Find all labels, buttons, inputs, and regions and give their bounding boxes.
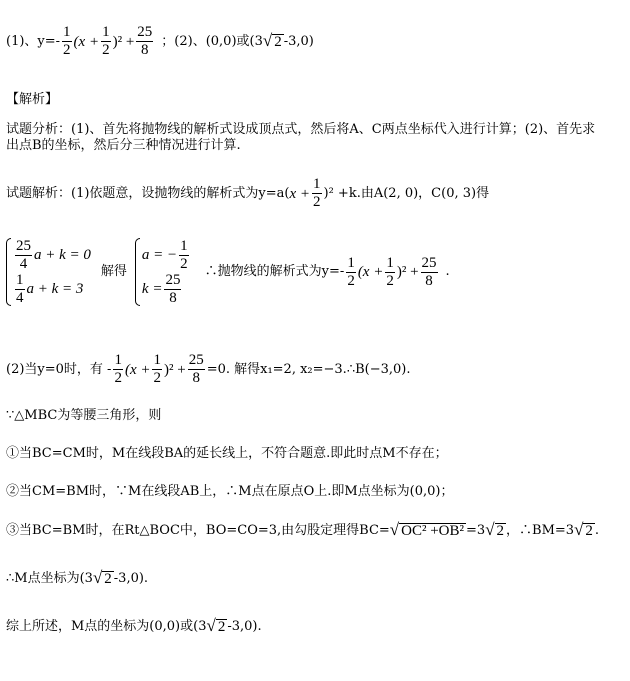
- triangle-line: ∵△MBC为等腰三角形，则: [6, 408, 162, 423]
- fraction: $\frac{1}{2}$: [347, 254, 355, 289]
- intro-text-2: )² +k.由A(2, 0)，C(0, 3)得: [323, 185, 490, 201]
- expr-text: (x +: [357, 264, 384, 280]
- fraction: $\frac{1}{2}$: [114, 352, 122, 386]
- case3-text-2: =3: [466, 522, 486, 538]
- fraction: $\frac{1}{2}$: [180, 237, 188, 272]
- fraction: $\frac{1}{2}$: [386, 254, 394, 289]
- sqrt-expr: √ 2: [262, 31, 282, 50]
- part2-line: [6, 352, 411, 387]
- expr-text: (x +: [73, 33, 100, 50]
- therefore-text: ∴抛物线的解析式为y=-: [204, 264, 345, 279]
- fraction: $\frac{1}{2}$: [153, 352, 161, 386]
- solution-intro: [6, 176, 489, 211]
- answer-line: [6, 24, 314, 59]
- part2-text: (2)当y=0时，有 -: [6, 361, 112, 377]
- period: .: [445, 264, 450, 279]
- equation: a + k = 3: [26, 281, 84, 297]
- fraction: $\frac{1}{2}$: [102, 24, 110, 58]
- answer-part1: (1)、y=-: [6, 33, 61, 49]
- fraction: $\frac{25}{8}$: [421, 254, 437, 289]
- summary-text-2: -3,0).: [227, 618, 262, 634]
- case-2: ②当CM=BM时，∵M在线段AB上，∴M点在原点O上.即M点坐标为(0,0)；: [6, 484, 454, 499]
- fraction: $\frac{25}{8}$: [137, 24, 153, 58]
- expr-text: )² +: [112, 33, 135, 50]
- case-3: [6, 522, 599, 539]
- fraction: $\frac{1}{2}$: [63, 24, 71, 58]
- analysis-line-1: 试题分析：(1)、首先将抛物线的解析式设成顶点式，然后将A、C两点坐标代入进行计算；(2)、首先求: [6, 122, 596, 137]
- equation-systems-line: [6, 238, 450, 306]
- sqrt-expr: √ 2: [92, 568, 112, 587]
- answer-part2: ；(2)、(0,0)或(3: [161, 33, 263, 49]
- intro-text: 试题解析：(1)依题意，设抛物线的解析式为y=a(: [6, 185, 290, 201]
- sqrt-expr: √ 2: [206, 616, 226, 635]
- sqrt-expr: √ OC² +OB²: [389, 520, 465, 539]
- equation-system-2: [135, 238, 191, 306]
- answer-part3: -3,0): [283, 33, 314, 49]
- expr-text: )² +: [163, 361, 186, 378]
- case3-text-4: .: [594, 522, 600, 538]
- fraction: $\frac{25}{8}$: [165, 271, 181, 306]
- fraction: $\frac{1}{4}$: [16, 271, 24, 306]
- part2-text-2: =0. 解得x₁=2, x₂=−3.∴B(−3,0).: [206, 361, 411, 377]
- case3-text: ③当BC=BM时，在Rt△BOC中，BO=CO=3,由勾股定理得BC=: [6, 522, 390, 538]
- sqrt-expr: √ 2: [485, 520, 505, 539]
- section-heading: 【解析】: [6, 92, 59, 107]
- expr-text: )² +: [396, 264, 419, 280]
- equation: k =: [141, 281, 163, 297]
- solve-label: 解得: [100, 264, 127, 279]
- summary-text: 综上所述，M点的坐标为(0,0)或(3: [6, 618, 207, 634]
- fraction: $\frac{1}{2}$: [313, 176, 321, 210]
- equation: a = −: [141, 247, 178, 263]
- m-coord-text-2: -3,0).: [113, 570, 149, 586]
- expr-text: x +: [289, 185, 311, 202]
- analysis-line-2: 出点B的坐标，然后分三种情况进行计算.: [6, 138, 241, 153]
- sqrt-expr: √ 2: [574, 520, 593, 539]
- fraction: $\frac{25}{8}$: [188, 352, 204, 386]
- m-coord-text: ∴M点坐标为(3: [6, 570, 93, 586]
- expr-text: (x +: [124, 361, 151, 378]
- case3-text-3: ，∴BM=3: [506, 522, 575, 538]
- m-coordinate-line: [6, 570, 148, 587]
- fraction: $\frac{25}{4}$: [16, 237, 31, 272]
- case-1: ①当BC=CM时，M在线段BA的延长线上，不符合题意.即此时点M不存在；: [6, 446, 448, 461]
- summary-line: [6, 618, 262, 635]
- equation-system-1: [6, 238, 91, 306]
- equation: a + k = 0: [34, 247, 91, 263]
